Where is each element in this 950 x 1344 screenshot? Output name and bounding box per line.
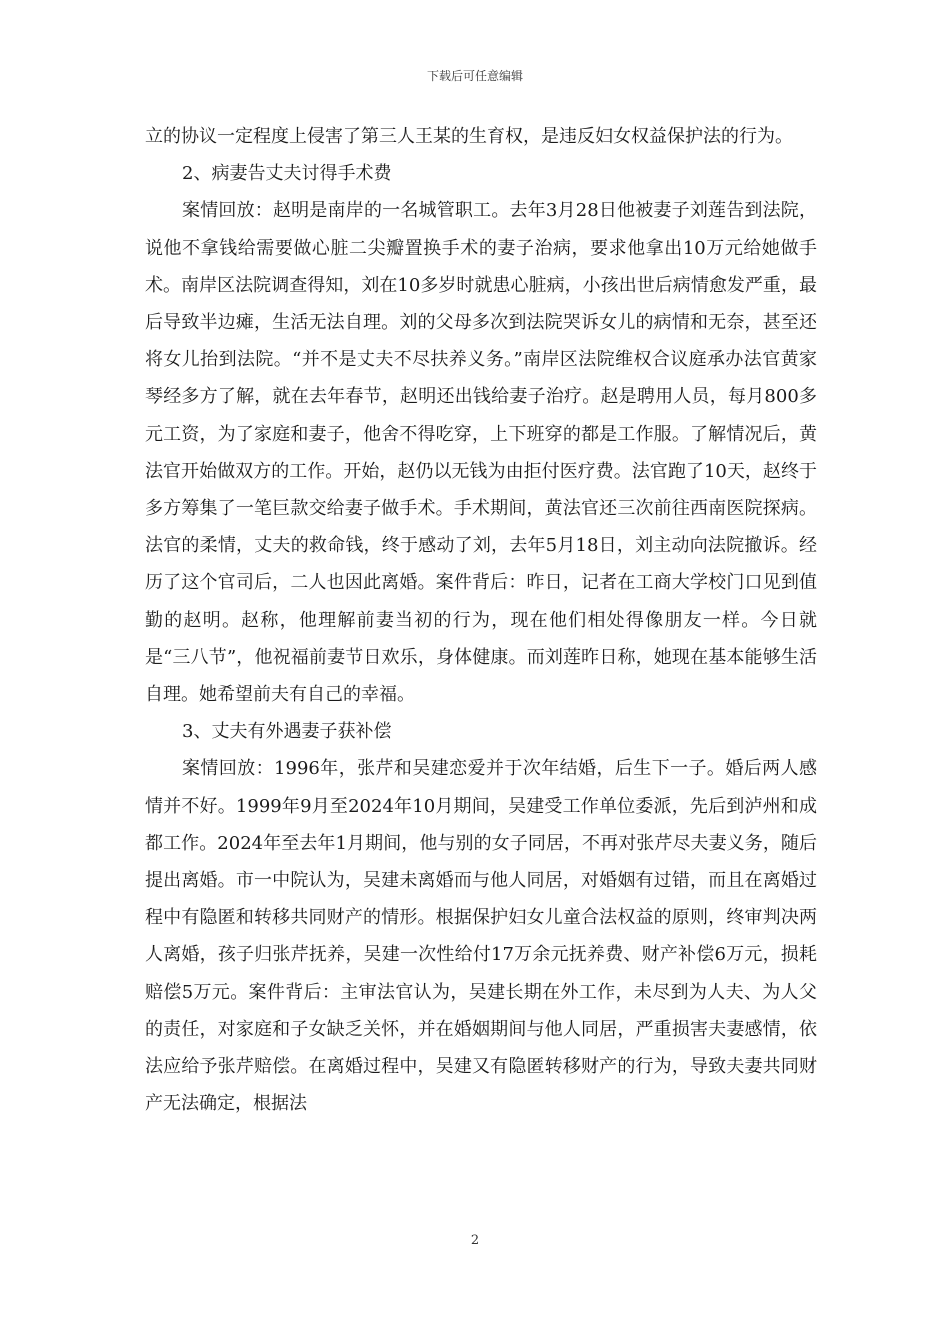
page-number: 2 [470, 1233, 480, 1248]
document-body [145, 118, 817, 1122]
case-2-body: 案情回放：赵明是南岸的一名城管职工。去年3月28日他被妻子刘莲告到法院，说他不拿钱给需要做心脏二尖瓣置换手术的妻子治病，要求他拿出10万元给她做手术。南岸区法院调查得知，刘在10多岁时就患心脏病，小孩出世后病情愈发严重，最后导致半边瘫，生活无法自理。刘的父母多次到法院哭诉女儿的病情和无奈，甚至还将女儿抬到法院。“并不是丈夫不尽扶养义务。”南岸区法院维权合议庭承办法官黄家琴经多方了解，就在去年春节，赵明还出钱给妻子治疗。赵是聘用人员，每月800多元工资，为了家庭和妻子，他舍不得吃穿，上下班穿的都是工作服。了解情况后，黄法官开始做双方的工作。开始，赵仍以无钱为由拒付医疗费。法官跑了10天，赵终于多方筹集了一笔巨款交给妻子做手术。手术期间，黄法官还三次前往西南医院探病。法官的柔情，丈夫的救命钱，终于感动了刘，去年5月18日，刘主动向法院撤诉。经历了这个官司后，二人也因此离婚。案件背后：昨日，记者在工商大学校门口见到值勤的赵明。赵称，他理解前妻当初的行为，现在他们相处得像朋友一样。今日就是“三八节”，他祝福前妻节日欢乐，身体健康。而刘莲昨日称，她现在基本能够生活自理。她希望前夫有自己的幸福。 [145, 200, 817, 706]
paragraph-continuation: 立的协议一定程度上侵害了第三人王某的生育权，是违反妇女权益保护法的行为。 [145, 126, 793, 147]
case-heading-2: 2、病妻告丈夫讨得手术费 [182, 163, 392, 185]
case-3-body: 案情回放：1996年，张芹和吴建恋爱并于次年结婚，后生下一子。婚后两人感情并不好。1999年9月至2024年10月期间，吴建受工作单位委派，先后到泸州和成都工作。2024年至去年1月期间，他与别的女子同居，不再对张芹尽夫妻义务，随后提出离婚。市一中院认为，吴建未离婚而与他人同居，对婚姻有过错，而且在离婚过程中有隐匿和转移共同财产的情形。根据保护妇女儿童合法权益的原则，终审判决两人离婚，孩子归张芹抚养，吴建一次性给付17万余元抚养费、财产补偿6万元，损耗赔偿5万元。案件背后：主审法官认为，吴建长期在外工作，未尽到为人夫、为人父的责任，对家庭和子女缺乏关怀，并在婚姻期间与他人同居，严重损害夫妻感情，依法应给予张芹赔偿。在离婚过程中，吴建又有隐匿转移财产的行为，导致夫妻共同财产无法确定，根据法 [145, 758, 817, 1115]
page-header: 下载后可任意编辑 [426, 69, 523, 83]
case-heading-3: 3、丈夫有外遇妻子获补偿 [182, 721, 392, 743]
